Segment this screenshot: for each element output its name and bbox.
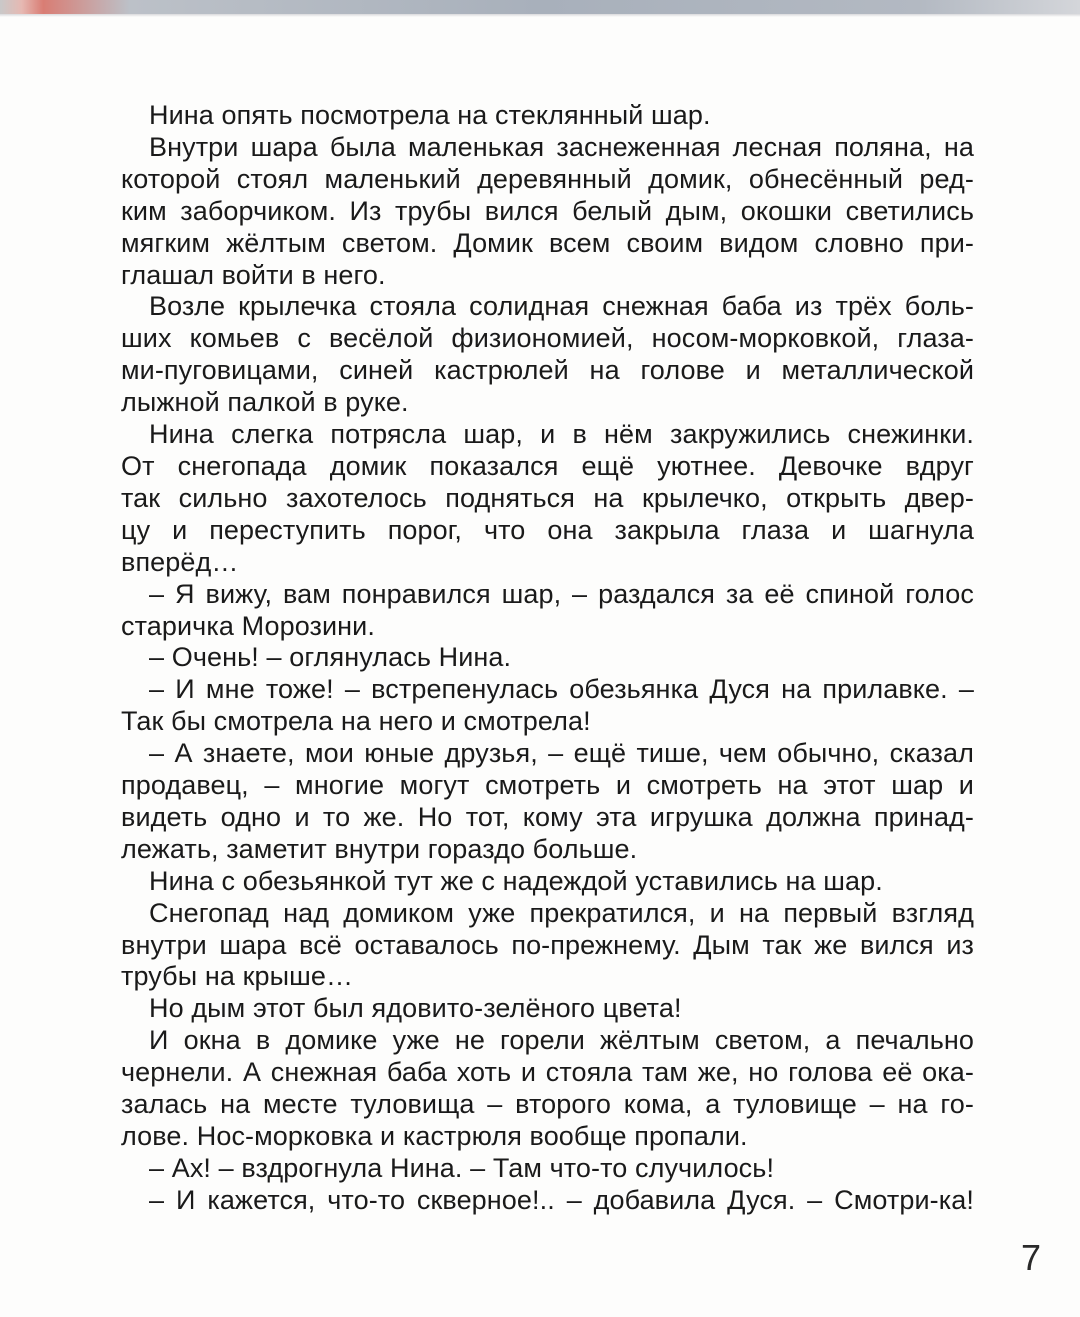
text-line: ших комьев с весёлой физиономией, носом-морковкой, глаза- xyxy=(121,323,974,354)
text-line: внутри шара всё оставалось по-прежнему. Дым так же вился из xyxy=(121,929,974,960)
text-line: – А знаете, мои юные друзья, – ещё тише, чем обычно, сказал xyxy=(149,738,974,769)
text-line: вперёд… xyxy=(121,546,239,577)
text-line: Но дым этот был ядовито-зелёного цвета! xyxy=(149,993,682,1024)
text-line: видеть одно и то же. Но тот, кому эта игрушка должна принад- xyxy=(121,801,974,832)
text-line: залась на месте туловища – второго кома, а туловище – на го- xyxy=(121,1089,974,1120)
text-line: – И мне тоже! – встрепенулась обезьянка Дуся на прилавке. – xyxy=(149,674,974,705)
text-line: которой стоял маленький деревянный домик, обнесённый ред- xyxy=(121,163,974,194)
text-line: лове. Нос-морковка и кастрюля вообще пропали. xyxy=(121,1121,748,1151)
text-line: ким заборчиком. Из трубы вился белый дым, окошки светились xyxy=(121,195,974,226)
text-line: продавец, – многие могут смотреть и смотреть на этот шар и xyxy=(121,770,974,801)
text-line: От снегопада домик показался ещё уютнее. Девочке вдруг xyxy=(121,450,974,481)
text-line: цу и переступить порог, что она закрыла глаза и шагнула xyxy=(121,514,974,545)
text-line: Нина опять посмотрела на стеклянный шар. xyxy=(149,100,711,130)
text-line: лежать, заметит внутри гораздо больше. xyxy=(121,833,638,864)
text-line: ми-пуговицами, синей кастрюлей на голове и металлической xyxy=(121,355,974,386)
text-line: Снегопад над домиком уже прекратился, и на первый взгляд xyxy=(149,897,974,928)
text-line: Нина с обезьянкой тут же с надеждой уставились на шар. xyxy=(149,865,883,896)
text-line: Нина слегка потрясла шар, и в нём закружились снежинки. xyxy=(149,419,974,450)
text-line: трубы на крыше… xyxy=(121,961,354,992)
text-line: старичка Морозини. xyxy=(121,610,375,641)
text-line: – Очень! – оглянулась Нина. xyxy=(149,642,512,673)
top-edge-decoration xyxy=(0,0,1080,14)
text-line: чернели. А снежная баба хоть и стояла там же, но голова её ока- xyxy=(121,1057,974,1088)
text-line: – Ах! – вздрогнула Нина. – Там что-то случилось! xyxy=(149,1152,775,1183)
page-text xyxy=(121,100,974,1217)
text-line: – И кажется, что-то скверное!.. – добавила Дуся. – Смотри-ка! xyxy=(149,1184,974,1215)
text-line: Возле крылечка стояла солидная снежная баба из трёх боль- xyxy=(149,291,974,322)
text-line: Внутри шара была маленькая заснеженная лесная поляна, на xyxy=(149,131,974,162)
text-line: так сильно захотелось подняться на крылечко, открыть двер- xyxy=(121,482,974,513)
text-line: мягким жёлтым светом. Домик всем своим видом словно при- xyxy=(121,227,974,258)
text-line: глашал войти в него. xyxy=(121,259,386,290)
text-line: Так бы смотрела на него и смотрела! xyxy=(121,706,591,737)
text-line: – Я вижу, вам понравился шар, – раздался за её спиной голос xyxy=(149,578,974,609)
text-line: лыжной палкой в руке. xyxy=(121,387,409,418)
text-line: И окна в домике уже не горели жёлтым светом, а печально xyxy=(149,1025,974,1056)
page-number: 7 xyxy=(1021,1237,1042,1278)
